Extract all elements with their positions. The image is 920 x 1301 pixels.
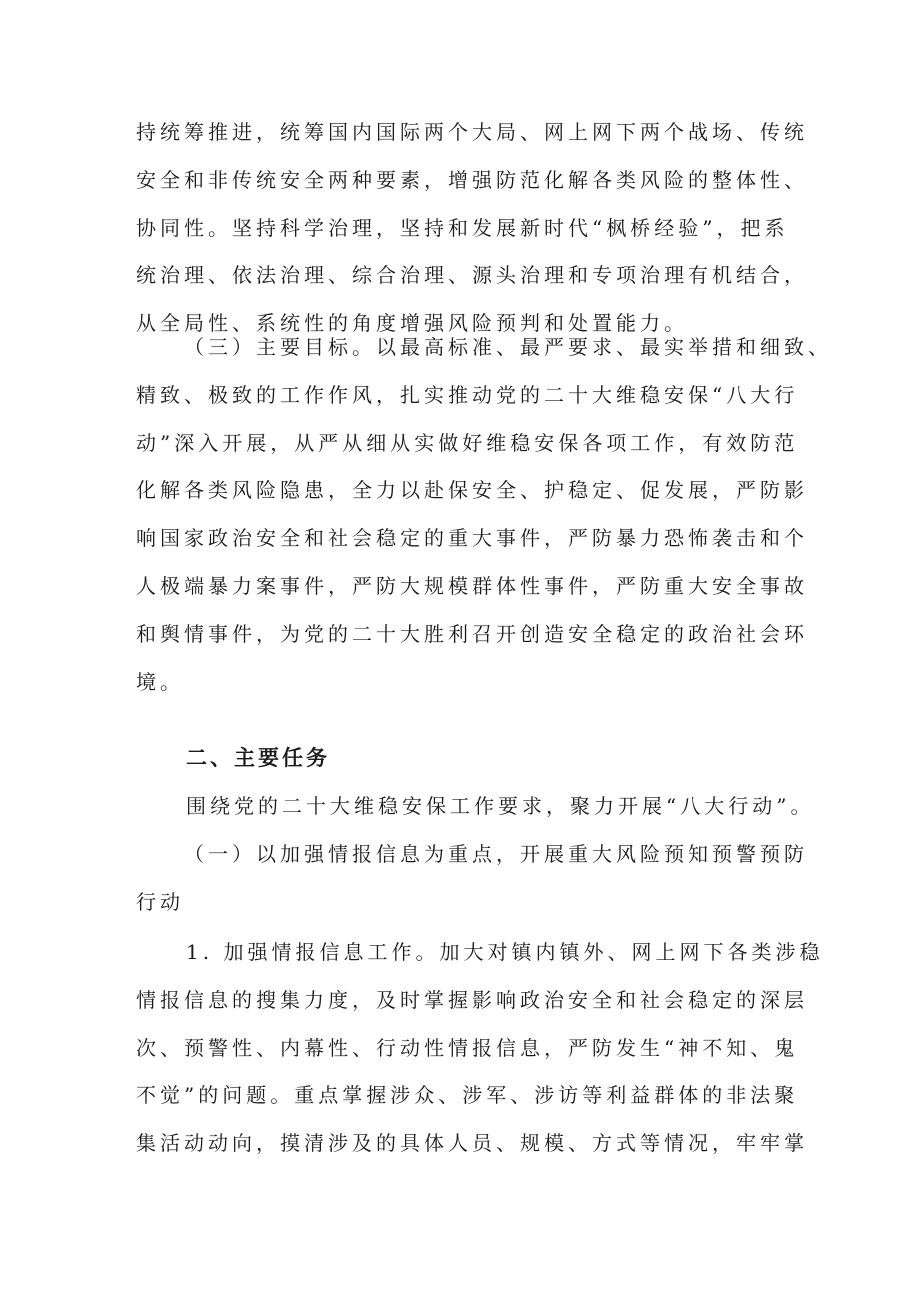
- sub-heading-1: [136, 831, 808, 927]
- paragraph-1: [136, 109, 808, 348]
- text-line: 围绕党的二十大维稳安保工作要求，聚力开展“八大行动”。: [186, 794, 815, 818]
- text-line: （三）主要目标。以最高标准、最严要求、最实举措和细致、: [184, 335, 832, 359]
- section-title: 二、主要任务: [186, 746, 330, 770]
- text-line: 集活动动向，摸清涉及的具体人员、规模、方式等情况，牢牢掌: [136, 1131, 808, 1156]
- text-line: 情报信息的搜集力度，及时掌握影响政治安全和社会稳定的深层: [136, 987, 808, 1012]
- text-line: 响国家政治安全和社会稳定的重大事件，严防暴力恐怖袭击和个: [136, 526, 808, 551]
- text-line: 统治理、依法治理、综合治理、源头治理和专项治理有机结合，: [136, 263, 808, 288]
- text-line: 人极端暴力案事件，严防大规模群体性事件，严防重大安全事故: [136, 573, 808, 598]
- text-line: 精致、极致的工作作风，扎实推动党的二十大维稳安保“八大行: [136, 382, 799, 407]
- text-line: 和舆情事件，为党的二十大胜利召开创造安全稳定的政治社会环: [136, 621, 808, 646]
- paragraph-intro: [136, 783, 815, 831]
- text-line: 持统筹推进，统筹国内国际两个大局、网上网下两个战场、传统: [136, 120, 808, 144]
- section-heading: [136, 735, 796, 783]
- paragraph-intelligence: [136, 929, 824, 1168]
- paragraph-main-goals: [136, 324, 832, 706]
- text-line: 协同性。坚持科学治理，坚持和发展新时代“枫桥经验”，把系: [136, 215, 789, 240]
- text-line: 从全局性、系统性的角度增强风险预判和处置能力。: [136, 311, 688, 336]
- text-line: 境。: [136, 669, 184, 694]
- text-line: 化解各类风险隐患，全力以赴保安全、护稳定、促发展，严防影: [136, 478, 808, 503]
- text-line: 不觉”的问题。重点掌握涉众、涉军、涉访等利益群体的非法聚: [136, 1083, 799, 1108]
- text-line: 动”深入开展，从严从细从实做好维稳安保各项工作，有效防范: [136, 430, 799, 455]
- text-line: 1. 加强情报信息工作。加大对镇内镇外、网上网下各类涉稳: [186, 940, 824, 964]
- text-line: 次、预警性、内幕性、行动性情报信息，严防发生“神不知、鬼: [136, 1035, 799, 1060]
- text-line: 行动: [136, 889, 184, 914]
- text-line: 安全和非传统安全两种要素，增强防范化解各类风险的整体性、: [136, 167, 808, 192]
- text-line: （一）以加强情报信息为重点，开展重大风险预知预警预防: [184, 842, 808, 866]
